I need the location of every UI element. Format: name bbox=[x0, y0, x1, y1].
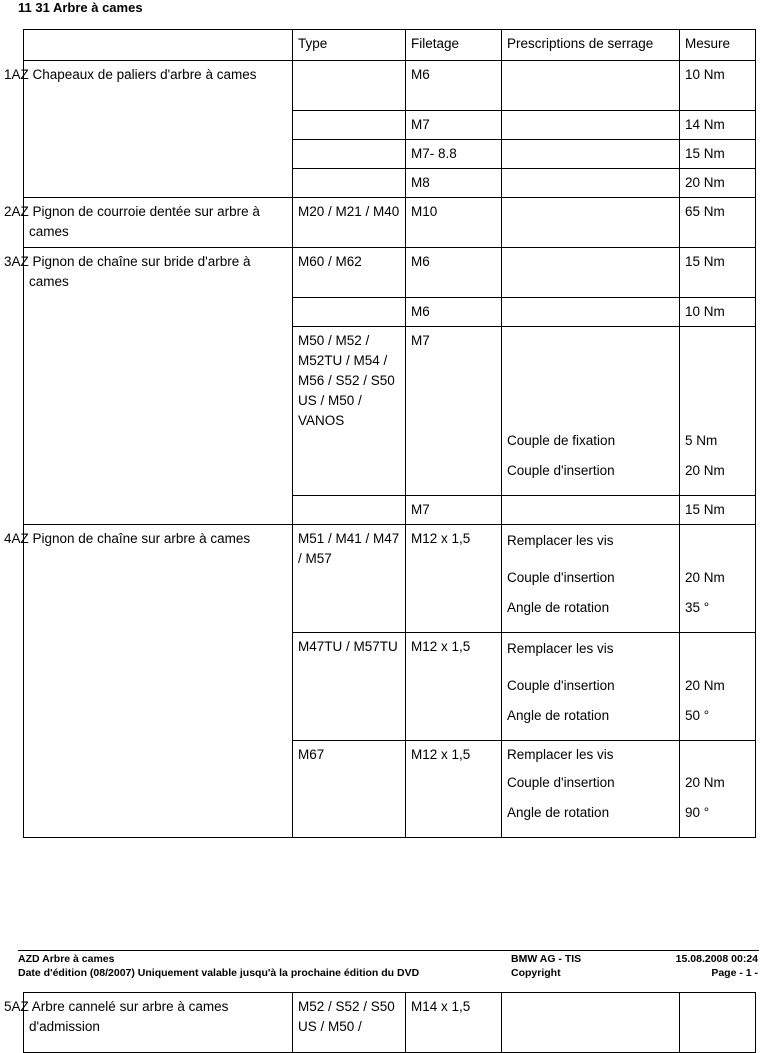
prescription-cell bbox=[502, 993, 680, 1053]
type-cell: M50 / M52 / M52TU / M54 / M56 / S52 / S50 US / M50 / VANOS bbox=[293, 327, 406, 496]
section-heading: 11 31 Arbre à cames bbox=[18, 0, 143, 15]
thread-cell: M10 bbox=[406, 198, 502, 248]
footer-page: Page - 1 - bbox=[711, 967, 758, 979]
prescription-cell bbox=[502, 111, 680, 140]
measure-cell bbox=[680, 633, 756, 741]
part-cell: 1AZ Chapeaux de paliers d'arbre à cames bbox=[24, 61, 293, 198]
prescription-line: Couple d'insertion bbox=[507, 463, 615, 478]
measure-line: 50 ° bbox=[685, 708, 710, 723]
measure-cell: 15 Nm bbox=[680, 496, 756, 525]
type-cell: M51 / M41 / M47 / M57 bbox=[293, 525, 406, 633]
prescription-cell bbox=[502, 61, 680, 111]
measure-line: 35 ° bbox=[685, 600, 710, 615]
measure-cell: 65 Nm bbox=[680, 198, 756, 248]
part-cell: 4AZ Pignon de chaîne sur arbre à cames bbox=[24, 525, 293, 838]
thread-cell: M7 bbox=[406, 111, 502, 140]
thread-cell: M12 x 1,5 bbox=[406, 525, 502, 633]
header-part bbox=[24, 30, 293, 61]
prescription-cell bbox=[502, 169, 680, 198]
prescription-line: Remplacer les vis bbox=[507, 641, 614, 656]
type-cell: M52 / S52 / S50 US / M50 / bbox=[293, 993, 406, 1053]
part-cell: 3AZ Pignon de chaîne sur bride d'arbre à cames bbox=[24, 248, 293, 525]
table-row bbox=[24, 525, 756, 633]
type-cell: M67 bbox=[293, 741, 406, 838]
type-cell bbox=[293, 298, 406, 327]
header-thread: Filetage bbox=[406, 30, 502, 61]
type-cell bbox=[293, 496, 406, 525]
type-cell bbox=[293, 140, 406, 169]
thread-cell: M12 x 1,5 bbox=[406, 633, 502, 741]
header-prescription: Prescriptions de serrage bbox=[502, 30, 680, 61]
footer-mid bbox=[511, 952, 581, 980]
footer-copyright: Copyright bbox=[511, 967, 561, 979]
type-cell: M60 / M62 bbox=[293, 248, 406, 298]
prescription-cell bbox=[502, 741, 680, 838]
measure-line: 5 Nm bbox=[685, 433, 718, 448]
measure-line: 20 Nm bbox=[685, 678, 725, 693]
prescription-cell bbox=[502, 298, 680, 327]
prescription-cell bbox=[502, 496, 680, 525]
measure-line: 20 Nm bbox=[685, 463, 725, 478]
prescription-line: Remplacer les vis bbox=[507, 533, 614, 548]
type-cell bbox=[293, 169, 406, 198]
footer-right bbox=[676, 952, 758, 980]
measure-cell bbox=[680, 525, 756, 633]
measure-line: 20 Nm bbox=[685, 570, 725, 585]
prescription-line: Angle de rotation bbox=[507, 600, 610, 615]
thread-cell: M7 bbox=[406, 327, 502, 496]
thread-cell: M8 bbox=[406, 169, 502, 198]
header-measure: Mesure bbox=[680, 30, 756, 61]
footer-date: 15.08.2008 00:24 bbox=[675, 953, 758, 965]
prescription-line: Remplacer les vis bbox=[507, 747, 614, 762]
measure-cell: 15 Nm bbox=[680, 248, 756, 298]
measure-cell bbox=[680, 741, 756, 838]
measure-cell bbox=[680, 327, 756, 496]
table-row bbox=[24, 198, 756, 248]
prescription-line: Couple d'insertion bbox=[507, 775, 615, 790]
thread-cell: M7 bbox=[406, 496, 502, 525]
next-page-table bbox=[4, 992, 756, 1053]
prescription-cell bbox=[502, 248, 680, 298]
prescription-line: Couple de fixation bbox=[507, 433, 616, 448]
thread-cell: M7- 8.8 bbox=[406, 140, 502, 169]
footer-edition: Date d'édition (08/2007) Uniquement valable jusqu'à la prochaine édition du DVD bbox=[18, 967, 420, 979]
thread-cell: M6 bbox=[406, 248, 502, 298]
torque-table bbox=[4, 29, 756, 838]
thread-cell: M14 x 1,5 bbox=[406, 993, 502, 1053]
prescription-cell bbox=[502, 633, 680, 741]
prescription-cell bbox=[502, 140, 680, 169]
prescription-cell bbox=[502, 198, 680, 248]
prescription-cell bbox=[502, 327, 680, 496]
measure-cell: 14 Nm bbox=[680, 111, 756, 140]
prescription-line: Couple d'insertion bbox=[507, 678, 615, 693]
table-row bbox=[24, 993, 756, 1053]
prescription-line: Couple d'insertion bbox=[507, 570, 615, 585]
measure-cell: 15 Nm bbox=[680, 140, 756, 169]
thread-cell: M6 bbox=[406, 61, 502, 111]
thread-cell: M12 x 1,5 bbox=[406, 741, 502, 838]
part-cell: 2AZ Pignon de courroie dentée sur arbre à cames bbox=[24, 198, 293, 248]
footer-divider bbox=[18, 950, 759, 951]
measure-cell: 20 Nm bbox=[680, 169, 756, 198]
footer-publisher: BMW AG - TIS bbox=[511, 953, 582, 965]
prescription-line: Angle de rotation bbox=[507, 708, 610, 723]
footer-doc-title: AZD Arbre à cames bbox=[18, 953, 115, 965]
table-row bbox=[24, 248, 756, 298]
part-cell: 5AZ Arbre cannelé sur arbre à cames d'admission bbox=[24, 993, 293, 1053]
prescription-line: Angle de rotation bbox=[507, 805, 610, 820]
type-cell bbox=[293, 111, 406, 140]
measure-cell: 10 Nm bbox=[680, 61, 756, 111]
type-cell: M47TU / M57TU bbox=[293, 633, 406, 741]
footer-left bbox=[18, 952, 419, 980]
measure-cell bbox=[680, 993, 756, 1053]
prescription-cell bbox=[502, 525, 680, 633]
type-cell: M20 / M21 / M40 bbox=[293, 198, 406, 248]
header-type: Type bbox=[293, 30, 406, 61]
measure-line: 20 Nm bbox=[685, 775, 725, 790]
table-header bbox=[24, 30, 756, 61]
measure-line: 90 ° bbox=[685, 805, 710, 820]
measure-cell: 10 Nm bbox=[680, 298, 756, 327]
table-row bbox=[24, 61, 756, 111]
type-cell bbox=[293, 61, 406, 111]
thread-cell: M6 bbox=[406, 298, 502, 327]
